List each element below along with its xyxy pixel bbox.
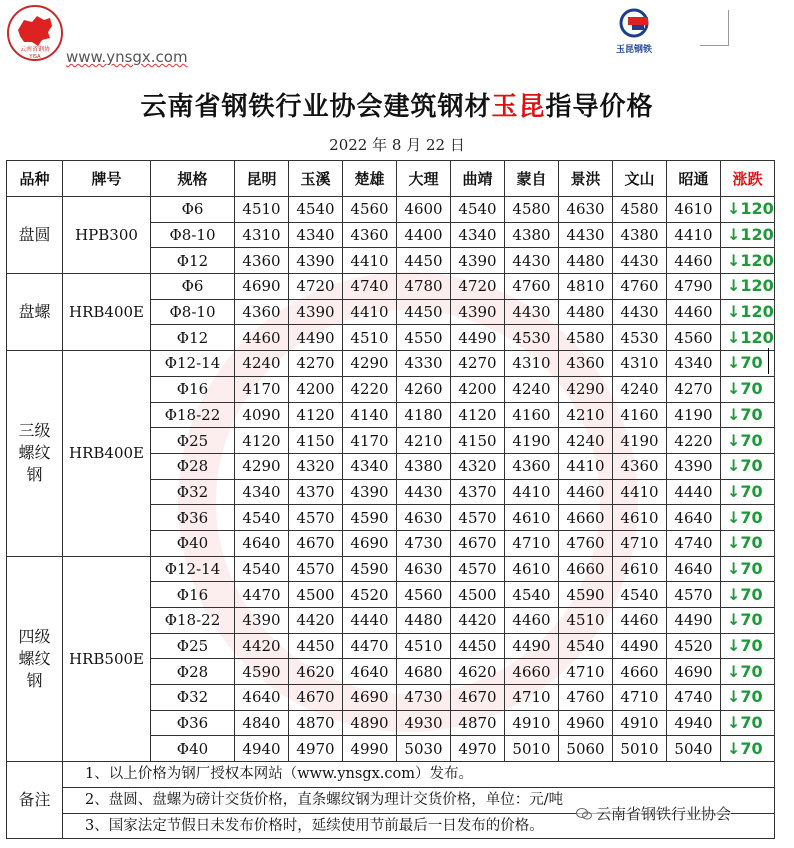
price-cell: 4560: [343, 197, 397, 223]
price-cell: 4940: [235, 736, 289, 762]
price-cell: 4610: [667, 197, 721, 223]
header-row: [7, 161, 775, 197]
spec-cell: Φ25: [151, 428, 235, 454]
price-cell: 4470: [343, 633, 397, 659]
edge-marker: [768, 348, 769, 374]
price-cell: 4270: [289, 351, 343, 377]
col-header-grade: 牌号: [63, 161, 151, 197]
price-cell: 4400: [397, 222, 451, 248]
price-table: [6, 160, 775, 839]
price-cell: 4370: [451, 479, 505, 505]
category-cell: 盘圆: [7, 197, 63, 274]
grade-cell: HRB400E: [63, 274, 151, 351]
price-cell: 4710: [613, 530, 667, 556]
price-cell: 4290: [235, 453, 289, 479]
price-cell: 4410: [667, 222, 721, 248]
price-cell: 4710: [559, 659, 613, 685]
price-cell: 4840: [235, 710, 289, 736]
spec-cell: Φ12: [151, 325, 235, 351]
change-cell: ↓120: [721, 299, 775, 325]
price-cell: 4970: [289, 736, 343, 762]
spec-cell: Φ8-10: [151, 222, 235, 248]
price-cell: 4910: [505, 710, 559, 736]
price-cell: 4220: [343, 376, 397, 402]
price-cell: 4680: [397, 659, 451, 685]
price-cell: 4480: [559, 248, 613, 274]
price-cell: 4140: [343, 402, 397, 428]
yisa-logo: [4, 4, 66, 62]
price-cell: 4430: [613, 248, 667, 274]
spec-cell: Φ18-22: [151, 608, 235, 634]
change-cell: ↓120: [721, 325, 775, 351]
price-cell: 4120: [289, 402, 343, 428]
spec-cell: Φ12-14: [151, 351, 235, 377]
price-cell: 4710: [613, 685, 667, 711]
price-cell: 4670: [289, 685, 343, 711]
corner-mark: [700, 10, 729, 46]
col-header-qujing: 曲靖: [451, 161, 505, 197]
price-cell: 4450: [451, 633, 505, 659]
price-cell: 4940: [667, 710, 721, 736]
price-cell: 4590: [235, 659, 289, 685]
price-cell: 4670: [451, 685, 505, 711]
price-cell: 4730: [397, 685, 451, 711]
col-header-category: 品种: [7, 161, 63, 197]
price-cell: 4240: [505, 376, 559, 402]
spec-cell: Φ40: [151, 736, 235, 762]
price-cell: 4460: [613, 608, 667, 634]
wechat-watermark: [576, 803, 731, 824]
table-row: [7, 197, 775, 223]
price-cell: 4520: [667, 633, 721, 659]
price-cell: 4630: [397, 556, 451, 582]
price-cell: 4540: [559, 633, 613, 659]
change-cell: ↓70: [721, 428, 775, 454]
price-cell: 4640: [667, 556, 721, 582]
price-cell: 4510: [235, 197, 289, 223]
price-cell: 4610: [505, 556, 559, 582]
spec-cell: Φ25: [151, 633, 235, 659]
price-cell: 4620: [451, 659, 505, 685]
price-cell: 4290: [343, 351, 397, 377]
grade-cell: HRB500E: [63, 556, 151, 762]
price-cell: 4480: [397, 608, 451, 634]
price-cell: 4890: [343, 710, 397, 736]
price-cell: 4570: [289, 505, 343, 531]
spec-cell: Φ6: [151, 274, 235, 300]
spec-cell: Φ36: [151, 710, 235, 736]
price-cell: 4270: [667, 376, 721, 402]
price-cell: 4930: [397, 710, 451, 736]
price-table-wrap: [6, 160, 775, 839]
price-cell: 4210: [397, 428, 451, 454]
price-cell: 4560: [667, 325, 721, 351]
change-cell: ↓70: [721, 685, 775, 711]
price-cell: 4690: [667, 659, 721, 685]
logo-left-text: 云南省钢协: [19, 46, 51, 53]
price-cell: 4330: [397, 351, 451, 377]
price-cell: 4510: [343, 325, 397, 351]
price-cell: 4430: [505, 299, 559, 325]
change-cell: ↓70: [721, 608, 775, 634]
note-row: [7, 762, 775, 788]
price-cell: 4970: [451, 736, 505, 762]
price-cell: 4540: [289, 197, 343, 223]
category-cell: [7, 556, 63, 762]
price-cell: 4630: [397, 505, 451, 531]
change-cell: ↓120: [721, 274, 775, 300]
price-cell: 4540: [235, 505, 289, 531]
price-cell: 4200: [451, 376, 505, 402]
change-cell: ↓70: [721, 402, 775, 428]
spec-cell: Φ36: [151, 505, 235, 531]
price-cell: 4960: [559, 710, 613, 736]
change-cell: ↓70: [721, 582, 775, 608]
title-part1: 云南省钢铁行业协会建筑钢材: [140, 92, 492, 122]
price-cell: 4390: [451, 299, 505, 325]
price-cell: 4580: [613, 197, 667, 223]
publish-date: 2022 年 8 月 22 日: [329, 136, 465, 154]
price-cell: 4570: [289, 556, 343, 582]
price-cell: 4740: [667, 530, 721, 556]
price-cell: 4310: [613, 351, 667, 377]
spec-cell: Φ28: [151, 453, 235, 479]
price-cell: 4690: [343, 685, 397, 711]
price-cell: 4430: [559, 222, 613, 248]
price-cell: 4530: [613, 325, 667, 351]
col-header-zhaotong: 昭通: [667, 161, 721, 197]
price-cell: 4590: [343, 505, 397, 531]
change-cell: ↓120: [721, 222, 775, 248]
price-cell: 4170: [235, 376, 289, 402]
price-cell: 4690: [235, 274, 289, 300]
price-cell: 4360: [235, 299, 289, 325]
price-cell: 4490: [505, 633, 559, 659]
price-cell: 4460: [667, 299, 721, 325]
price-cell: 5060: [559, 736, 613, 762]
table-row: [7, 556, 775, 582]
price-cell: 4660: [559, 505, 613, 531]
price-cell: 4390: [343, 479, 397, 505]
note-text: 2、盘圆、盘螺为磅计交货价格，直条螺纹钢为理计交货价格，单位：元/吨: [63, 787, 775, 813]
price-cell: 4340: [289, 222, 343, 248]
spec-cell: Φ16: [151, 582, 235, 608]
logo-left-sub: YISA: [29, 54, 41, 60]
price-cell: 4390: [289, 248, 343, 274]
price-cell: 4740: [667, 685, 721, 711]
price-cell: 4990: [343, 736, 397, 762]
spec-cell: Φ12-14: [151, 556, 235, 582]
col-header-chuxiong: 楚雄: [343, 161, 397, 197]
price-cell: 4590: [343, 556, 397, 582]
price-cell: 4630: [559, 197, 613, 223]
price-cell: 4340: [667, 351, 721, 377]
notes-label: 备注: [7, 762, 63, 839]
change-cell: ↓70: [721, 530, 775, 556]
category-cell: [7, 351, 63, 557]
price-cell: 4480: [559, 299, 613, 325]
price-cell: 4210: [559, 402, 613, 428]
price-cell: 4640: [235, 530, 289, 556]
price-cell: 4460: [667, 248, 721, 274]
title-highlight: 玉昆: [491, 92, 546, 122]
grade-cell: HRB400E: [63, 351, 151, 557]
price-cell: 4660: [559, 556, 613, 582]
price-cell: 4390: [667, 453, 721, 479]
price-cell: 4120: [451, 402, 505, 428]
price-cell: 4670: [451, 530, 505, 556]
price-cell: 4270: [451, 351, 505, 377]
price-cell: 4610: [613, 556, 667, 582]
price-cell: 4240: [235, 351, 289, 377]
price-cell: 4570: [667, 582, 721, 608]
price-cell: 4560: [397, 582, 451, 608]
price-cell: 4540: [505, 582, 559, 608]
price-cell: 4190: [613, 428, 667, 454]
price-cell: 4510: [559, 608, 613, 634]
price-cell: 4550: [397, 325, 451, 351]
price-cell: 4440: [343, 608, 397, 634]
yukun-logo: [612, 8, 656, 56]
col-header-wenshan: 文山: [613, 161, 667, 197]
price-cell: 5040: [667, 736, 721, 762]
price-cell: 4760: [559, 685, 613, 711]
price-cell: 4150: [289, 428, 343, 454]
price-cell: 4420: [451, 608, 505, 634]
price-cell: 4460: [505, 608, 559, 634]
price-cell: 4720: [289, 274, 343, 300]
price-cell: 4730: [397, 530, 451, 556]
col-header-kunming: 昆明: [235, 161, 289, 197]
price-cell: 4760: [505, 274, 559, 300]
price-cell: 4170: [343, 428, 397, 454]
note-text: 3、国家法定节假日未发布价格时，延续使用节前最后一日发布的价格。: [63, 813, 775, 839]
price-cell: 4160: [505, 402, 559, 428]
price-cell: 4490: [451, 325, 505, 351]
price-cell: 4430: [397, 479, 451, 505]
price-cell: 4380: [397, 453, 451, 479]
price-cell: 4320: [451, 453, 505, 479]
price-cell: 4640: [343, 659, 397, 685]
price-cell: 4410: [505, 479, 559, 505]
col-header-dali: 大理: [397, 161, 451, 197]
price-cell: 4340: [343, 453, 397, 479]
category-line: 三级: [18, 421, 51, 441]
category-line: 螺纹: [18, 648, 51, 668]
price-cell: 4690: [343, 530, 397, 556]
price-cell: 4540: [451, 197, 505, 223]
price-cell: 5030: [397, 736, 451, 762]
price-cell: 4420: [289, 608, 343, 634]
price-cell: 4610: [505, 505, 559, 531]
price-cell: 4540: [235, 556, 289, 582]
change-cell: ↓70: [721, 376, 775, 402]
price-cell: 4180: [397, 402, 451, 428]
col-header-jinghong: 景洪: [559, 161, 613, 197]
col-header-spec: 规格: [151, 161, 235, 197]
category-line: 四级: [18, 626, 51, 646]
change-cell: ↓70: [721, 710, 775, 736]
price-cell: 4410: [343, 299, 397, 325]
price-cell: 4310: [505, 351, 559, 377]
price-cell: 4710: [505, 685, 559, 711]
change-cell: ↓70: [721, 736, 775, 762]
price-cell: 4120: [235, 428, 289, 454]
spec-cell: Φ28: [151, 659, 235, 685]
page-title: [0, 86, 794, 123]
price-cell: 5010: [505, 736, 559, 762]
table-row: [7, 351, 775, 377]
price-cell: 4190: [505, 428, 559, 454]
price-cell: 4910: [613, 710, 667, 736]
price-cell: 4490: [613, 633, 667, 659]
price-cell: 4470: [235, 582, 289, 608]
price-cell: 4530: [505, 325, 559, 351]
price-cell: 4200: [289, 376, 343, 402]
spec-cell: Φ12: [151, 248, 235, 274]
price-cell: 4380: [505, 222, 559, 248]
price-cell: 4870: [451, 710, 505, 736]
col-header-yuxi: 玉溪: [289, 161, 343, 197]
price-cell: 4620: [289, 659, 343, 685]
price-cell: 4360: [505, 453, 559, 479]
price-cell: 4500: [451, 582, 505, 608]
price-cell: 4090: [235, 402, 289, 428]
price-cell: 4640: [235, 685, 289, 711]
price-cell: 4410: [613, 479, 667, 505]
price-cell: 4540: [613, 582, 667, 608]
price-cell: 4370: [289, 479, 343, 505]
title-part2: 指导价格: [545, 92, 654, 122]
price-cell: 4710: [505, 530, 559, 556]
price-cell: 4580: [505, 197, 559, 223]
price-cell: 4360: [613, 453, 667, 479]
change-cell: ↓70: [721, 556, 775, 582]
price-cell: 4570: [451, 505, 505, 531]
price-cell: 4410: [559, 453, 613, 479]
category-cell: 盘螺: [7, 274, 63, 351]
change-cell: ↓70: [721, 351, 775, 377]
spec-cell: Φ32: [151, 685, 235, 711]
price-cell: 4420: [235, 633, 289, 659]
price-cell: 4760: [613, 274, 667, 300]
price-cell: 4570: [451, 556, 505, 582]
change-cell: ↓70: [721, 633, 775, 659]
price-cell: 4640: [667, 505, 721, 531]
price-cell: 4760: [559, 530, 613, 556]
price-cell: 4490: [667, 608, 721, 634]
spec-cell: Φ18-22: [151, 402, 235, 428]
price-cell: 4390: [289, 299, 343, 325]
col-header-mengzi: 蒙自: [505, 161, 559, 197]
price-cell: 4360: [559, 351, 613, 377]
price-cell: 4590: [559, 582, 613, 608]
price-cell: 5010: [613, 736, 667, 762]
price-cell: 4790: [667, 274, 721, 300]
price-cell: 4340: [451, 222, 505, 248]
price-cell: 4260: [397, 376, 451, 402]
wechat-label: 云南省钢铁行业协会: [596, 805, 732, 823]
price-cell: 4340: [235, 479, 289, 505]
price-cell: 4390: [235, 608, 289, 634]
price-cell: 4500: [289, 582, 343, 608]
price-cell: 4190: [667, 402, 721, 428]
change-cell: ↓70: [721, 659, 775, 685]
price-cell: 4320: [289, 453, 343, 479]
price-cell: 4610: [613, 505, 667, 531]
price-cell: 4430: [613, 299, 667, 325]
price-cell: 4450: [397, 248, 451, 274]
price-cell: 4870: [289, 710, 343, 736]
change-cell: ↓70: [721, 453, 775, 479]
change-cell: ↓70: [721, 505, 775, 531]
spec-cell: Φ8-10: [151, 299, 235, 325]
price-cell: 4510: [397, 633, 451, 659]
wechat-icon: [576, 806, 592, 818]
price-cell: 4310: [235, 222, 289, 248]
note-text: 1、以上价格为钢厂授权本网站（www.ynsgx.com）发布。: [63, 762, 775, 788]
price-cell: 4150: [451, 428, 505, 454]
price-cell: 4660: [613, 659, 667, 685]
price-cell: 4520: [343, 582, 397, 608]
logo-right-text: 玉昆钢铁: [615, 45, 652, 55]
price-cell: 4780: [397, 274, 451, 300]
price-cell: 4460: [559, 479, 613, 505]
spec-cell: Φ16: [151, 376, 235, 402]
site-url[interactable]: www.ynsgx.com: [66, 48, 188, 66]
price-cell: 4430: [505, 248, 559, 274]
price-cell: 4410: [343, 248, 397, 274]
price-cell: 4600: [397, 197, 451, 223]
spec-cell: Φ32: [151, 479, 235, 505]
price-cell: 4660: [505, 659, 559, 685]
price-cell: 4240: [559, 428, 613, 454]
price-cell: 4160: [613, 402, 667, 428]
price-cell: 4360: [343, 222, 397, 248]
spec-cell: Φ40: [151, 530, 235, 556]
category-line: 螺纹: [18, 443, 51, 463]
category-line: 钢: [26, 465, 43, 485]
price-cell: 4740: [343, 274, 397, 300]
price-cell: 4360: [235, 248, 289, 274]
price-cell: 4390: [451, 248, 505, 274]
category-line: 钢: [26, 670, 43, 690]
price-cell: 4580: [559, 325, 613, 351]
price-cell: 4490: [289, 325, 343, 351]
table-row: [7, 274, 775, 300]
price-cell: 4720: [451, 274, 505, 300]
spec-cell: Φ6: [151, 197, 235, 223]
price-cell: 4440: [667, 479, 721, 505]
price-cell: 4670: [289, 530, 343, 556]
col-header-change: 涨跌: [721, 161, 775, 197]
price-cell: 4220: [667, 428, 721, 454]
price-cell: 4380: [613, 222, 667, 248]
grade-cell: HPB300: [63, 197, 151, 274]
price-cell: 4290: [559, 376, 613, 402]
price-cell: 4450: [397, 299, 451, 325]
price-cell: 4450: [289, 633, 343, 659]
change-cell: ↓70: [721, 479, 775, 505]
change-cell: ↓120: [721, 248, 775, 274]
price-cell: 4460: [235, 325, 289, 351]
price-cell: 4810: [559, 274, 613, 300]
change-cell: ↓120: [721, 197, 775, 223]
price-cell: 4240: [613, 376, 667, 402]
